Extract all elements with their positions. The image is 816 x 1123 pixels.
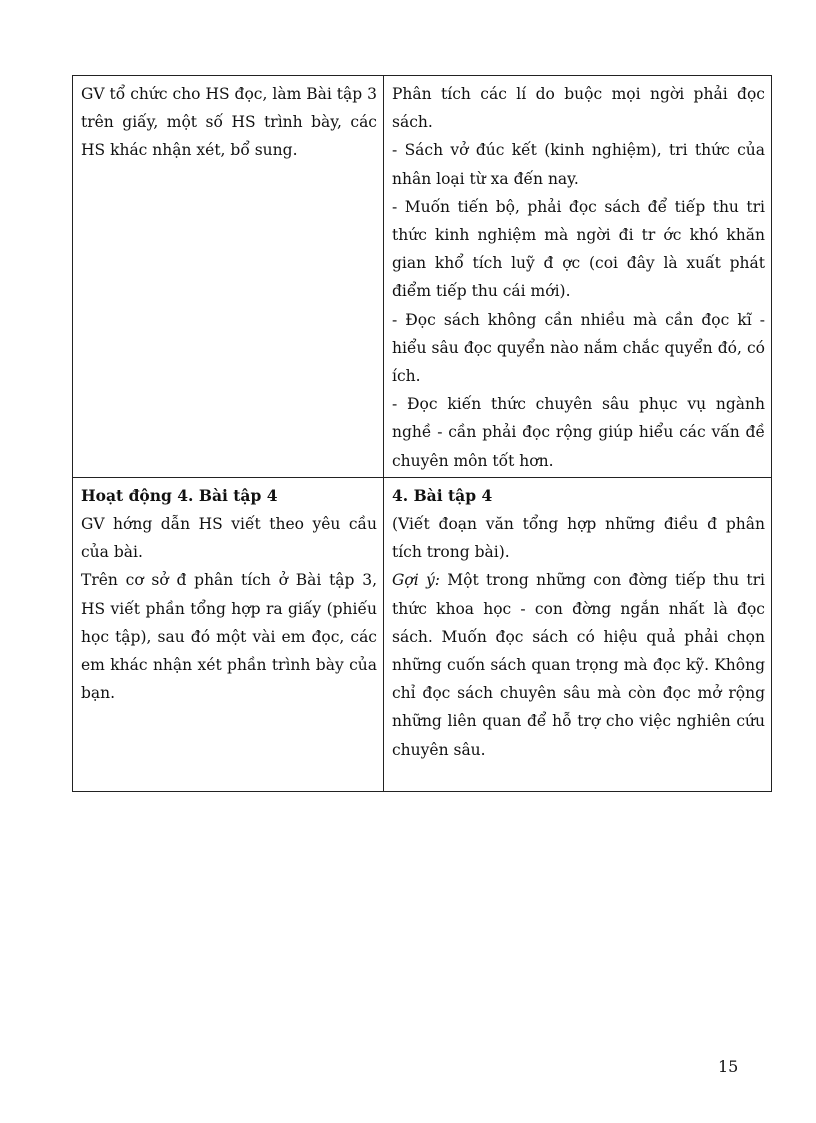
teacher-activity-cell: [73, 477, 384, 792]
hint-paragraph: [392, 566, 765, 763]
content-table-wrapper: [72, 75, 772, 792]
analysis-intro: Phân tích các lí do buộc mọi ngời phải đọc sách.: [392, 85, 765, 132]
content-cell: [384, 477, 772, 792]
hint-label: Gợi ý:: [392, 571, 440, 590]
analysis-point: - Sách vở đúc kết (kinh nghiệm), tri thức của nhân loại từ xa đến nay.: [392, 141, 765, 188]
lesson-table: [72, 75, 772, 792]
analysis-point: - Đọc kiến thức chuyên sâu phục vụ ngành nghề - cần phải đọc rộng giúp hiểu các vấn đề chuyên môn tốt hơn.: [392, 395, 765, 470]
exercise-intro: (Viết đoạn văn tổng hợp những điều đ phân tích trong bài).: [392, 515, 765, 562]
analysis-point: - Muốn tiến bộ, phải đọc sách để tiếp thu tri thức kinh nghiệm mà ngời đi tr ớc khó khăn gian khổ tích luỹ đ ợc (coi đây là xuất phát điểm tiếp thu cái mới).: [392, 197, 765, 301]
page-number: 15: [718, 1057, 739, 1076]
analysis-point: - Đọc sách không cần nhiều mà cần đọc kĩ - hiểu sâu đọc quyển nào nắm chắc quyển đó, có ích.: [392, 310, 765, 386]
activity-heading: Hoạt động 4. Bài tập 4: [81, 485, 278, 505]
table-row: [73, 76, 772, 478]
teacher-activity-text: GV tổ chức cho HS đọc, làm Bài tập 3 trên giấy, một số HS trình bày, các HS khác nhận xét, bổ sung.: [81, 85, 377, 160]
hint-text: Một trong những con đờng tiếp thu tri thức khoa học - con đờng ngắn nhất là đọc sách. Muốn đọc sách có hiệu quả phải chọn những cuốn sách quan trọng mà đọc kỹ. Không chỉ đọc sách chuyên sâu mà còn đọc mở rộng những liên quan để hỗ trợ cho việc nghiên cứu chuyên sâu.: [392, 571, 766, 759]
teacher-activity-text: Trên cơ sở đ phân tích ở Bài tập 3, HS viết phần tổng hợp ra giấy (phiếu học tập), sau đó một vài em đọc, các em khác nhận xét phần trình bày của bạn.: [81, 571, 377, 703]
content-cell: [384, 76, 772, 478]
exercise-heading: 4. Bài tập 4: [392, 485, 493, 505]
teacher-activity-text: GV hớng dẫn HS viết theo yêu cầu của bài.: [81, 515, 377, 562]
table-row: [73, 477, 772, 792]
teacher-activity-cell: [73, 76, 384, 478]
